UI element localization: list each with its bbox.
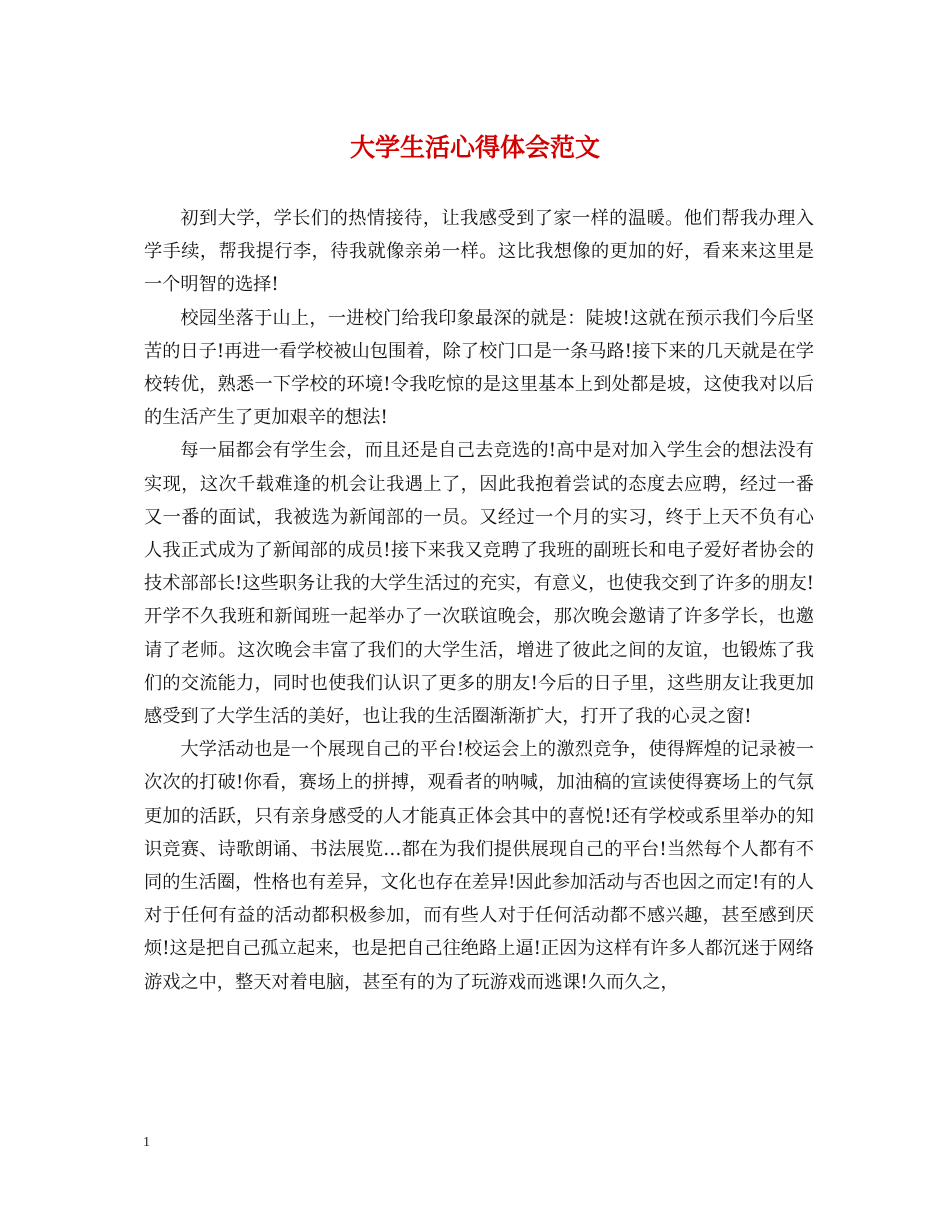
document-title: 大学生活心得体会范文 bbox=[349, 133, 600, 162]
paragraph: 初到大学，学长们的热情接待，让我感受到了家一样的温暖。他们帮我办理入学手续，帮我提行李，待我就像亲弟一样。这比我想像的更加的好，看来来这里是一个明智的选择! bbox=[144, 208, 814, 296]
page-number: 1 bbox=[143, 1135, 150, 1150]
document-body bbox=[144, 202, 814, 999]
paragraph: 校园坐落于山上，一进校门给我印象最深的就是：陡坡!这就在预示我们今后坚苦的日子!再进一看学校被山包围着，除了校门口是一条马路!接下来的几天就是在学校转优，熟悉一下学校的环境!令我吃惊的是这里基本上到处都是坡，这使我对以后的生活产生了更加艰辛的想法! bbox=[144, 307, 814, 429]
paragraph: 大学活动也是一个展现自己的平台!校运会上的激烈竞争，使得辉煌的记录被一次次的打破!你看，赛场上的拼搏，观看者的呐喊，加油稿的宣读使得赛场上的气氛更加的活跃，只有亲身感受的人才能真正体会其中的喜悦!还有学校或系里举办的知识竞赛、诗歌朗诵、书法展览…都在为我们提供展现自己的平台!当然每个人都有不同的生活圈，性格也有差异，文化也存在差异!因此参加活动与否也因之而定!有的人对于任何有益的活动都积极参加，而有些人对于任何活动都不感兴趣，甚至感到厌烦!这是把自己孤立起来，也是把自己往绝路上逼!正因为这样有许多人都沉迷于网络游戏之中，整天对着电脑，甚至有的为了玩游戏而逃课!久而久之， bbox=[144, 739, 814, 993]
paragraph: 每一届都会有学生会，而且还是自己去竞选的!高中是对加入学生会的想法没有实现，这次千载难逢的机会让我遇上了，因此我抱着尝试的态度去应聘，经过一番又一番的面试，我被选为新闻部的一员。又经过一个月的实习，终于上天不负有心人我正式成为了新闻部的成员!接下来我又竞聘了我班的副班长和电子爱好者协会的技术部部长!这些职务让我的大学生活过的充实，有意义，也使我交到了许多的朋友!开学不久我班和新闻班一起举办了一次联谊晚会，那次晚会邀请了许多学长，也邀请了老师。这次晚会丰富了我们的大学生活，增进了彼此之间的友谊，也锻炼了我们的交流能力，同时也使我们认识了更多的朋友!今后的日子里，这些朋友让我更加感受到了大学生活的美好，也让我的生活圈渐渐扩大，打开了我的心灵之窗! bbox=[144, 440, 814, 728]
